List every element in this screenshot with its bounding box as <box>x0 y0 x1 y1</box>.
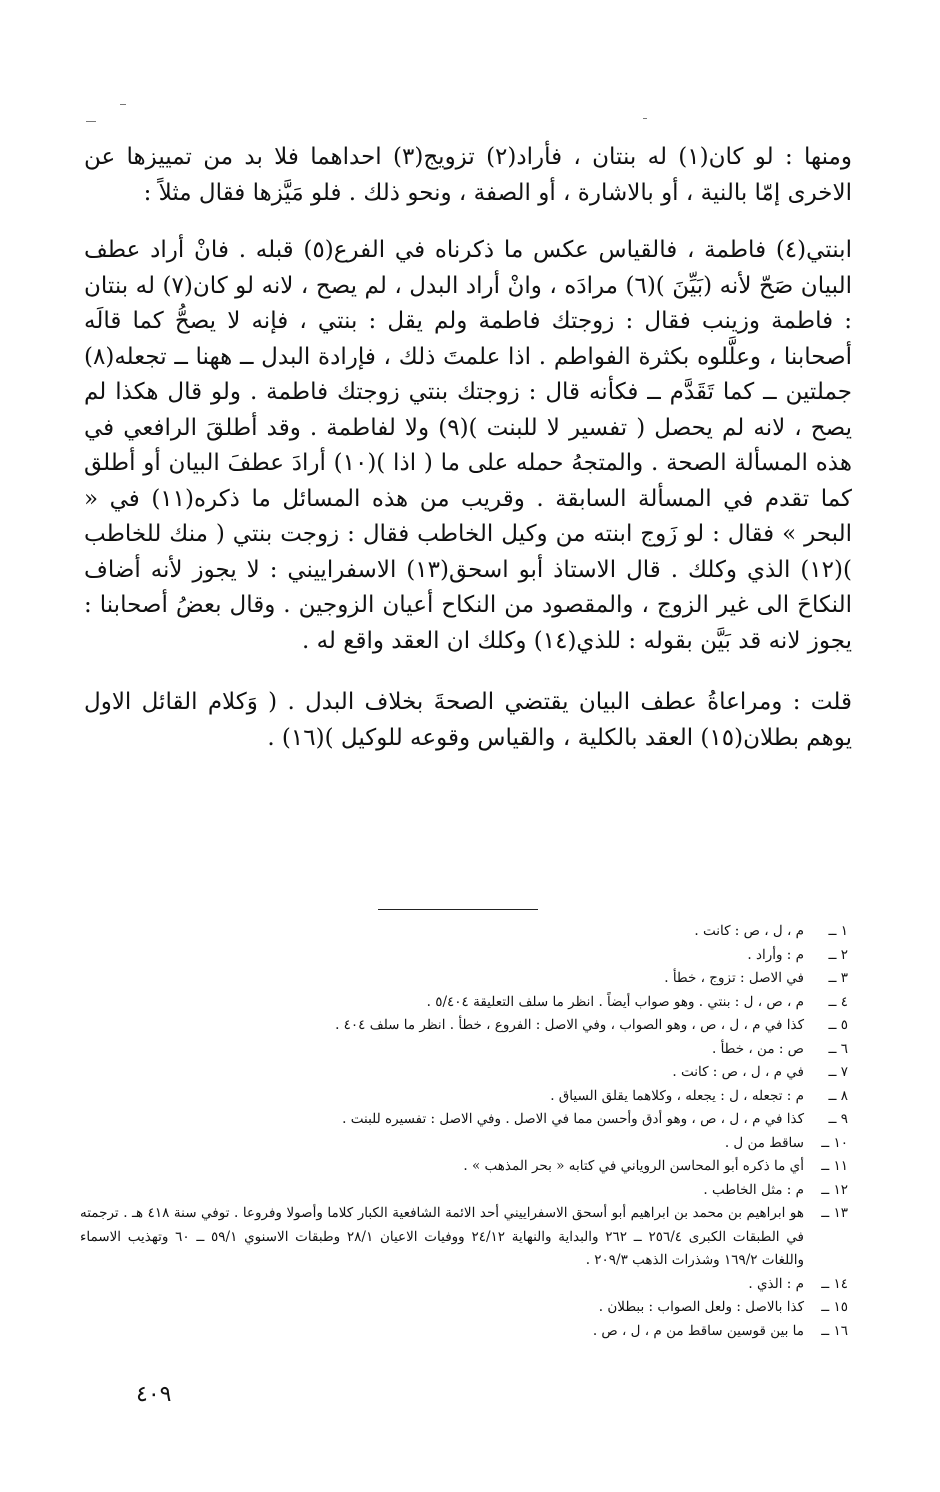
footnote-number: ١١ ــ <box>821 1158 848 1174</box>
paragraph-3: قلت : ومراعاةُ عطف البيان يقتضي الصحةَ بخلاف البدل . ( وَكلام القائل الاول يوهم بطلان(١٥) العقد بالكلية ، والقياس وقوعه للوكيل )(١٦) . <box>84 689 852 751</box>
footnote-text: هو ابراهيم بن محمد بن ابراهيم أبو أسحق الاسفراييني أحد الائمة الشافعية الكبار كلاما وأصولا وفروعا . توفي سنة ٤١٨ هـ . ترجمته في الطبقات الكبرى ٢٥٦/٤ ــ ٢٦٢ والبداية والنهاية ٢٤/١٢ ووفيات الاعيان ٢٨/١ وطبقات الاسنوي ٥٩/١ ــ ٦٠ وتهذيب الاسماء واللغات ١٦٩/٢ وشذرات الذهب ٢٠٩/٣ . <box>80 1205 805 1268</box>
paragraph-2: ابنتي(٤) فاطمة ، فالقياس عكس ما ذكرناه في الفرع(٥) قبله . فانْ أراد عطف البيان صَحّ لأنه (بَيِّنَ )(٦) مرادَه ، وانْ أراد البدل ، لم يصح ، لانه لو كان(٧) له بنتان : فاطمة وزينب فقال : زوجتك فاطمة ولم يقل : بنتي ، فإنه لا يصحُّ كما قالَه أصحابنا ، وعلَّلوه بكثرة الفواطم . اذا علمتَ ذلك ، فإرادة البدل ــ ههنا ــ تجعله(٨) جملتين ــ كما تَقَدَّم ــ فكأنه قال : زوجتك بنتي زوجتك فاطمة . ولو قال هكذا لم يصح ، لانه لم يحصل ( تفسير لا للبنت )(٩) ولا لفاطمة . وقد أطلقَ الرافعي في هذه المسألة الصحة . والمتجهُ حمله على ما ( اذا )(١٠) أرادَ عطفَ البيان أو أطلق كما تقدم في المسألة السابقة . وقريب من هذه المسائل ما ذكره(١١) في « البحر » فقال : لو زَوج ابنته من وكيل الخاطب فقال : زوجت بنتي ( منك للخاطب )(١٢) الذي وكلك . قال الاستاذ أبو اسحق(١٣) الاسفراييني : لا يجوز لأنه أضاف النكاحَ الى غير الزوج ، والمقصود من النكاح أعيان الزوجين . وقال بعضُ أصحابنا : يجوز لانه قد بَيَّن بقوله : للذي(١٤) وكلك ان العقد واقع له . <box>84 237 852 654</box>
footnote-number: ٢ ــ <box>828 946 848 963</box>
footnote <box>80 1061 848 1085</box>
footnote-number: ١٦ ــ <box>821 1322 848 1339</box>
footnote-number: ٦ ــ <box>828 1040 848 1057</box>
footnote-text: م : وأراد . <box>747 946 804 963</box>
footnote <box>80 1273 848 1297</box>
footnote-number: ٥ ــ <box>828 1017 848 1033</box>
footnote-number: ١٣ ــ <box>821 1205 848 1221</box>
footnote-number: ١٢ ــ <box>821 1181 848 1198</box>
footnote-text: في الاصل : تزوج ، خطأ . <box>664 970 804 986</box>
scan-mark <box>86 121 96 122</box>
footnote-text: ساقط من ل . <box>724 1134 804 1151</box>
footnote-text: م : الذي . <box>748 1275 804 1292</box>
footnote-number: ١٥ ــ <box>821 1299 848 1315</box>
footnote-number: ٣ ــ <box>828 970 848 986</box>
footnote <box>80 967 848 991</box>
footnotes <box>80 920 848 1343</box>
footnote-number: ١٤ ــ <box>821 1275 848 1292</box>
footnote <box>80 1202 848 1273</box>
footnote-separator <box>378 909 538 910</box>
page-number: ٤٠٩ <box>136 1382 172 1407</box>
footnote-text: كذا بالاصل : ولعل الصواب : ببطلان . <box>598 1299 804 1315</box>
footnote-text: م : تجعله ، ل : يجعله ، وكلاهما يقلق السياق . <box>550 1087 804 1104</box>
footnote-number: ٩ ــ <box>828 1111 848 1127</box>
footnote <box>80 920 848 944</box>
footnote-text: م ، ص ، ل : بنتي . وهو صواب أيضاً . انظر ما سلف التعليقة ٥/٤٠٤ . <box>426 993 804 1010</box>
scan-mark <box>120 104 126 105</box>
footnote <box>80 1014 848 1038</box>
footnote-text: في م ، ل ، ص : كانت . <box>672 1064 804 1080</box>
paragraph-1: ومنها : لو كان(١) له بنتان ، فأراد(٢) تزويج(٣) احداهما فلا بد من تمييزها عن الاخرى إمّا بالنية ، أو بالاشارة ، أو الصفة ، ونحو ذلك . فلو مَيَّزها فقال مثلاً : <box>84 144 852 206</box>
footnote-number: ١ ــ <box>828 923 848 939</box>
footnote <box>80 1085 848 1109</box>
footnote-number: ١٠ ــ <box>821 1134 848 1151</box>
scan-mark <box>643 118 647 119</box>
footnote-text: أي ما ذكره أبو المحاسن الروياني في كتابه « بحر المذهب » . <box>463 1158 804 1174</box>
footnote-text: م : مثل الخاطب . <box>703 1181 804 1198</box>
footnote <box>80 991 848 1015</box>
footnote-text: كذا في م ، ل ، ص ، وهو الصواب ، وفي الاصل : الفروع ، خطأ . انظر ما سلف ٤٠٤ . <box>335 1017 804 1033</box>
footnote <box>80 1038 848 1062</box>
footnote <box>80 1320 848 1344</box>
footnote-number: ٨ ــ <box>828 1087 848 1104</box>
footnote <box>80 1155 848 1179</box>
footnote <box>80 1132 848 1156</box>
footnote <box>80 944 848 968</box>
main-text <box>84 140 852 756</box>
footnote <box>80 1108 848 1132</box>
footnote <box>80 1179 848 1203</box>
footnote <box>80 1296 848 1320</box>
footnote-text: م ، ل ، ص : كانت . <box>694 923 804 939</box>
footnote-text: كذا في م ، ل ، ص ، وهو أدق وأحسن مما في الاصل . وفي الاصل : تفسيره للبنت . <box>342 1111 804 1127</box>
footnote-text: ما بين قوسين ساقط من م ، ل ، ص . <box>592 1322 804 1339</box>
footnote-text: ص : من ، خطأ . <box>711 1040 804 1057</box>
footnote-number: ٧ ــ <box>828 1064 848 1080</box>
footnote-number: ٤ ــ <box>828 993 848 1010</box>
